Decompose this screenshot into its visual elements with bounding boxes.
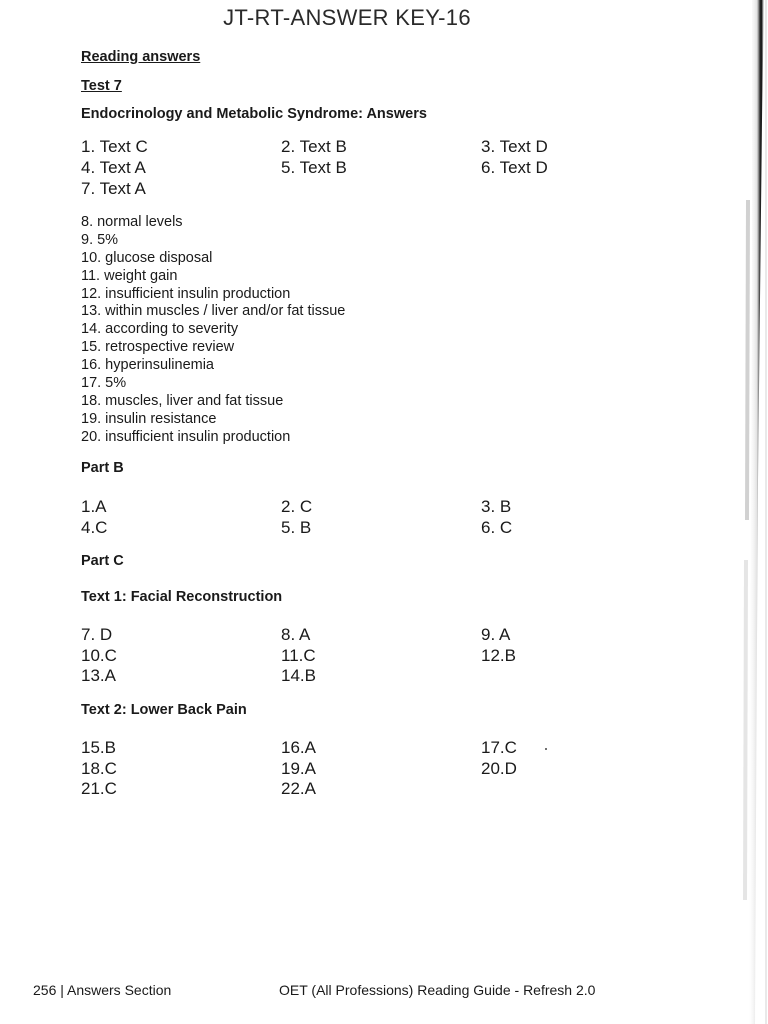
answer-row: [81, 665, 601, 686]
list-item: 20. insufficient insulin production: [81, 428, 291, 445]
short-answer-list: [81, 214, 345, 447]
answer-cell: 18.C: [81, 759, 117, 778]
scan-binding-edge: [708, 0, 768, 1024]
answer-cell: 10.C: [81, 646, 117, 665]
answer-row: [81, 136, 601, 157]
answer-cell: 13.A: [81, 666, 116, 685]
list-item: 11. weight gain: [81, 267, 178, 284]
topic-heading: Endocrinology and Metabolic Syndrome: Answers: [81, 106, 427, 122]
reading-answers-heading: Reading answers: [81, 49, 201, 65]
answer-row: [81, 737, 601, 758]
answer-cell: 22.A: [281, 779, 316, 798]
answer-row: [81, 178, 601, 199]
list-item: 18. muscles, liver and fat tissue: [81, 392, 284, 409]
answer-row: [81, 778, 601, 799]
list-item: 8. normal levels: [81, 214, 183, 230]
list-item: 17. 5%: [81, 375, 127, 392]
footer-page-section: 256 | Answers Section: [33, 982, 172, 998]
answer-cell: 3. Text D: [481, 137, 548, 156]
test-heading: Test 7: [81, 78, 122, 94]
answer-row: [81, 758, 601, 779]
text2-heading: Text 2: Lower Back Pain: [81, 702, 247, 718]
answer-cell: 1. Text C: [81, 137, 148, 156]
answer-cell: 6. C: [481, 518, 513, 537]
page-title: JT-RT-ANSWER KEY-16: [223, 5, 471, 30]
list-item: 14. according to severity: [81, 321, 239, 338]
answer-cell: 5. B: [281, 518, 312, 537]
list-item: 13. within muscles / liver and/or fat tissue: [81, 303, 346, 320]
answer-cell: 3. B: [481, 497, 512, 516]
answer-cell: 21.C: [81, 779, 117, 798]
list-item: 10. glucose disposal: [81, 249, 213, 266]
answer-cell: 4. Text A: [81, 158, 146, 177]
list-item: 19. insulin resistance: [81, 410, 217, 427]
answer-row: [81, 496, 601, 517]
answer-cell: 4.C: [81, 518, 108, 537]
text1-heading: Text 1: Facial Reconstruction: [81, 589, 283, 605]
answer-cell: 20.D: [481, 759, 517, 778]
list-item: 9. 5%: [81, 231, 119, 248]
answer-cell: 16.A: [281, 738, 316, 757]
answer-cell: 15.B: [81, 738, 116, 757]
answer-cell: 5. Text B: [281, 158, 347, 177]
answer-cell: 2. C: [281, 497, 313, 516]
answer-row: [81, 157, 601, 178]
footer-guide-title: OET (All Professions) Reading Guide - Refresh 2.0: [279, 982, 596, 998]
answer-row: [81, 517, 601, 538]
answer-cell: 7. Text A: [81, 179, 146, 198]
answer-cell: 7. D: [81, 625, 113, 644]
answer-cell: 1.A: [81, 497, 107, 516]
scan-speck: [545, 748, 547, 750]
list-item: 15. retrospective review: [81, 339, 235, 356]
answer-cell: 11.C: [281, 646, 316, 665]
list-item: 12. insufficient insulin production: [81, 285, 291, 302]
answer-cell: 6. Text D: [481, 158, 548, 177]
answer-cell: 14.B: [281, 666, 316, 685]
answer-cell: 19.A: [281, 759, 316, 778]
answer-cell: 2. Text B: [281, 137, 347, 156]
part-c-heading: Part C: [81, 553, 124, 569]
answer-cell: 9. A: [481, 625, 511, 644]
answer-row: [81, 624, 601, 645]
answer-row: [81, 645, 601, 666]
list-item: 16. hyperinsulinemia: [81, 357, 214, 374]
answer-cell: 17.C: [481, 738, 517, 757]
part-b-heading: Part B: [81, 460, 124, 476]
answer-cell: 12.B: [481, 646, 516, 665]
answer-cell: 8. A: [281, 625, 311, 644]
